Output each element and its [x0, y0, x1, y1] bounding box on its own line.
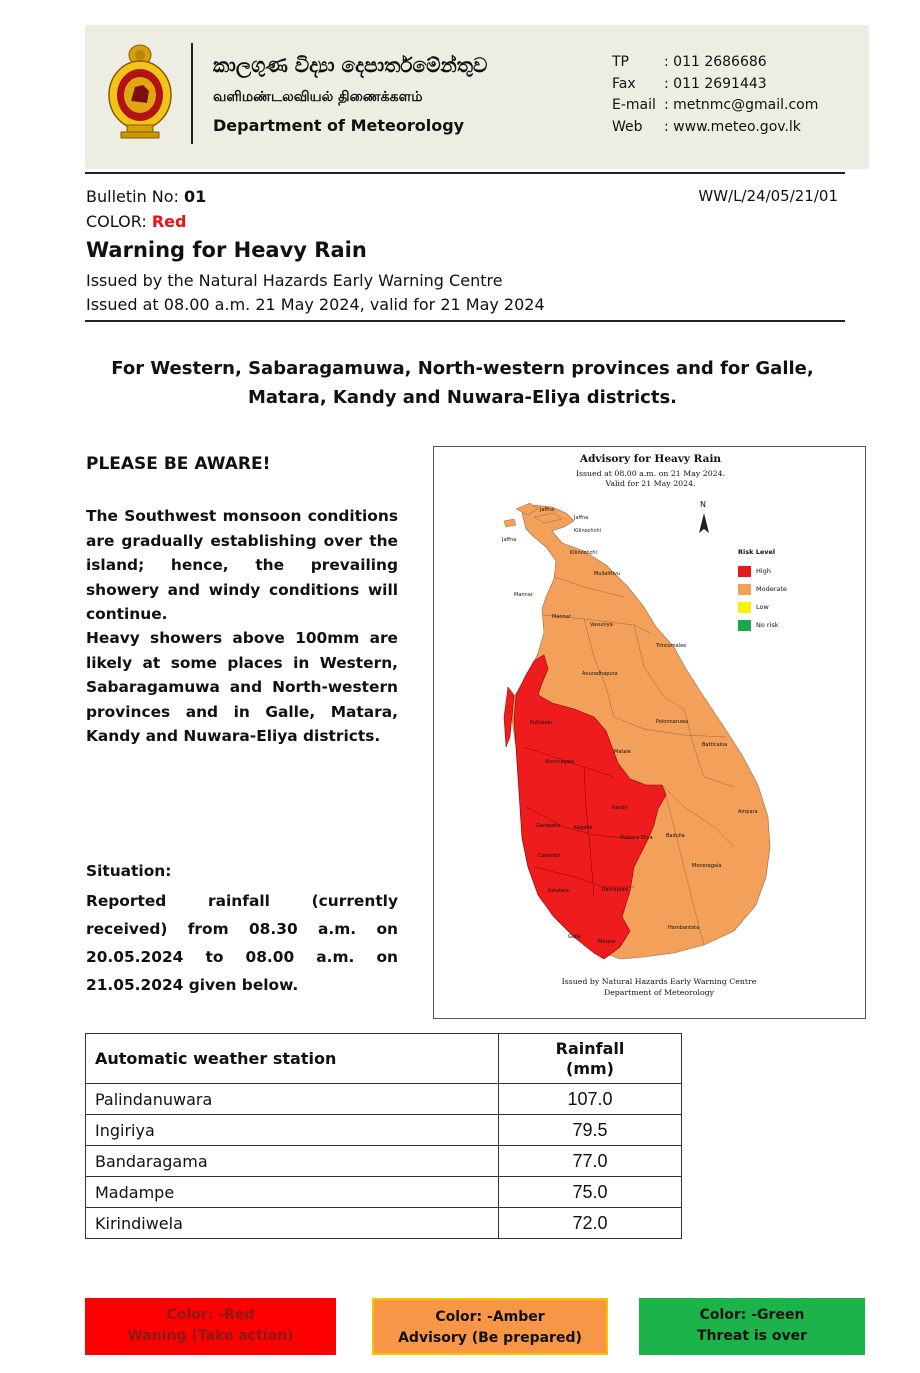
legend-item-low: Low [738, 598, 787, 616]
contact-web[interactable]: Web : www.meteo.gov.lk [612, 118, 801, 135]
legend-item-moderate: Moderate [738, 580, 787, 598]
station-cell: Bandaragama [86, 1146, 499, 1177]
rainfall-cell: 72.0 [499, 1208, 682, 1239]
district-label: Kurunegala [546, 759, 575, 765]
legend-swatch [738, 602, 751, 613]
sri-lanka-map [434, 447, 867, 1020]
district-label: Matara [598, 939, 616, 945]
bulletin-reference: WW/L/24/05/21/01 [698, 187, 838, 205]
district-label: Badulla [666, 833, 685, 839]
district-label: Ratnapura [602, 887, 629, 893]
district-label: Jaffna [540, 507, 555, 513]
table-header-row [86, 1034, 682, 1084]
header-divider [191, 43, 193, 144]
contact-block [612, 52, 818, 138]
rainfall-table [85, 1033, 682, 1239]
district-label: Mullaittivu [594, 571, 621, 577]
table-row [86, 1208, 682, 1239]
district-label: Colombo [538, 853, 561, 859]
contact-fax: Fax : 011 2691443 [612, 75, 767, 92]
north-arrow-icon [699, 513, 709, 533]
legend-title: Risk Level [738, 548, 776, 556]
affected-regions: For Western, Sabaragamuwa, North-western provinces and for Galle, Matara, Kandy and Nuwara-Eliya districts. [111, 358, 814, 408]
top-rule [85, 172, 845, 174]
map-title: Advisory for Heavy Rain [579, 453, 722, 465]
district-label: Mannar [552, 614, 571, 620]
legend-item-high: High [738, 562, 787, 580]
district-label: Kilinochchi [574, 528, 601, 534]
map-valid: Valid for 21 May 2024. [605, 479, 696, 488]
district-label: Jaffna [502, 537, 517, 543]
table-row [86, 1177, 682, 1208]
district-label: Batticaloa [702, 742, 728, 748]
national-emblem-icon [107, 43, 173, 141]
legend-swatch [738, 620, 751, 631]
rainfall-cell: 107.0 [499, 1084, 682, 1115]
district-label: Anuradhapura [582, 671, 618, 677]
district-label: Matale [614, 749, 631, 755]
legend-swatch [738, 584, 751, 595]
map-legend [738, 548, 787, 634]
district-label: Kilinochchi [570, 550, 597, 556]
map-issued: Issued at 08.00 a.m. on 21 May 2024. [575, 469, 726, 478]
district-label: Mannar [514, 592, 533, 598]
aware-heading: PLEASE BE AWARE! [86, 454, 271, 474]
showers-paragraph: Heavy showers above 100mm are likely at some places in Western, Sabaragamuwa and North-western provinces and in Galle, Matara, Kandy and Nuwara-Eliya districts. [86, 629, 398, 745]
station-cell: Madampe [86, 1177, 499, 1208]
district-label: Polonnaruwa [656, 719, 689, 725]
warning-title: Warning for Heavy Rain [86, 238, 367, 262]
legend-item-no-risk: No risk [738, 616, 787, 634]
district-label: Jaffna [574, 515, 589, 521]
district-label: Vavuniya [590, 622, 613, 628]
letterhead [85, 25, 869, 169]
column-header-station: Automatic weather station [86, 1034, 499, 1084]
legend-swatch [738, 566, 751, 577]
station-cell: Kirindiwela [86, 1208, 499, 1239]
issued-at: Issued at 08.00 a.m. 21 May 2024, valid for 21 May 2024 [86, 295, 545, 314]
contact-phone: TP : 011 2686686 [612, 54, 767, 70]
table-row [86, 1115, 682, 1146]
district-label: Gampaha [536, 823, 561, 829]
map-footer-centre: Issued by Natural Hazards Early Warning Centre [561, 977, 757, 986]
bulletin-color: COLOR: Red [86, 212, 187, 231]
station-cell: Palindanuwara [86, 1084, 499, 1115]
color-value: Red [151, 212, 187, 231]
map-footer-dept: Department of Meteorology [603, 988, 715, 997]
district-label: Nuwara Eliya [620, 835, 653, 841]
dept-name-tamil: வளிமண்டலவியல் திணைக்களம் [213, 89, 423, 105]
issued-by: Issued by the Natural Hazards Early Warning Centre [86, 271, 503, 290]
district-label: Puttalam [530, 720, 553, 726]
table-row [86, 1146, 682, 1177]
district-label: Galle [568, 934, 581, 940]
bottom-rule [85, 320, 845, 322]
dept-name-sinhala: කාලගුණ විද්‍යා දෙපාර්තමේන්තුව [213, 53, 488, 77]
situation-text: Reported rainfall (currently received) from 08.30 a.m. on 20.05.2024 to 08.00 a.m. on 21.05.2024 given below. [86, 892, 398, 994]
rainfall-cell: 79.5 [499, 1115, 682, 1146]
district-label: Kandy [612, 805, 628, 811]
district-label: Kegalle [574, 825, 593, 831]
color-key-red: Color: -Red Waning (Take action) [85, 1298, 336, 1355]
district-label: Ampara [738, 809, 758, 815]
station-cell: Ingiriya [86, 1115, 499, 1146]
rainfall-cell: 77.0 [499, 1146, 682, 1177]
advisory-map [433, 446, 866, 1019]
color-key-green: Color: -Green Threat is over [639, 1298, 865, 1355]
contact-email[interactable]: E-mail : metnmc@gmail.com [612, 97, 819, 113]
dept-name-english: Department of Meteorology [213, 116, 465, 135]
color-key-amber: Color: -Amber Advisory (Be prepared) [372, 1298, 608, 1355]
north-label: N [700, 500, 706, 509]
table-row [86, 1084, 682, 1115]
bulletin-number: Bulletin No: 01 [86, 187, 207, 206]
rainfall-cell: 75.0 [499, 1177, 682, 1208]
district-label: Hambantota [668, 925, 700, 931]
situation-heading: Situation: [86, 862, 172, 880]
monsoon-paragraph: The Southwest monsoon conditions are gradually establishing over the island; hence, the prevailing showery and windy conditions will continue. [86, 507, 398, 623]
column-header-rainfall: Rainfall (mm) [499, 1034, 682, 1084]
district-label: Kalutara [548, 888, 569, 894]
district-label: Moneragala [692, 863, 722, 869]
district-label: Trincomalee [656, 643, 687, 649]
